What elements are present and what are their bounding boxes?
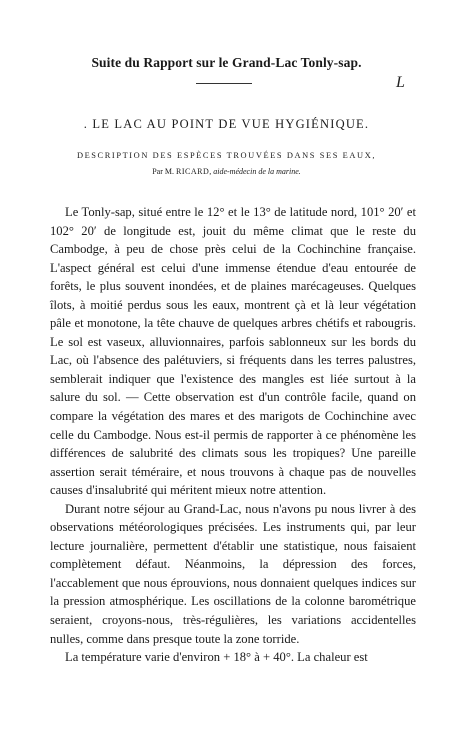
section-subtitle: . LE LAC AU POINT DE VUE HYGIÉNIQUE. <box>83 117 370 131</box>
section-heading: DESCRIPTION DES ESPÈCES TROUVÉES DANS SES EAUX, <box>76 151 377 160</box>
title-divider <box>196 83 252 84</box>
byline-author: RICARD <box>176 167 210 176</box>
byline-role: aide-médecin de la marine. <box>213 167 301 176</box>
byline-prefix: Par M. <box>152 167 174 176</box>
paragraph: Le Tonly-sap, situé entre le 12° et le 13° de latitude nord, 101° 20′ et 102° 20′ de longitude est, jouit du même climat que le reste du Cambodge, à peu de chose près celui de la Cochinchine française. L'aspect général est celui d'une immense étendue d'eau entourée de forêts, le plus souvent inondées, et de plaines marécageuses. Quelques îlots, à moitié perdus sous les eaux, montrent çà et là leur végétation pâle et monotone, la tête chauve de quelques arbres chétifs et rabougris. Le sol est vaseux, alluvionnaires, parfois sablonneux sur les bords du Lac, où l'absence des palétuviers, si fréquents dans les terres palustres, semblerait indiquer que l'existence des mangles est liée surtout à la salure du sol. — Cette observation est d'un contrôle facile, quand on compare la végétation des mares et des marigots de Cochinchine avec celle du Cambodge. Nous est-il permis de rapporter à ce phénomène les différences de salubrité des climats sous les tropiques? Une pareille assertion serait téméraire, et nous trouvons à chaque pas de nouvelles causes d'insalubrité qui méritent mieux notre attention. <box>50 205 416 498</box>
page-title: Suite du Rapport sur le Grand-Lac Tonly-sap. <box>91 55 362 70</box>
handwritten-margin-mark: L <box>396 74 405 91</box>
paragraph: La température varie d'environ + 18° à + 40°. La chaleur est <box>65 650 368 665</box>
body-text <box>50 203 416 667</box>
author-byline: Par M. RICARD, aide-médecin de la marine. <box>152 167 301 176</box>
paragraph: Durant notre séjour au Grand-Lac, nous n'avons pu nous livrer à des observations météorologiques précisées. Les instruments qui, par leur lecture journalière, permettent d'établir une statistique, nous faisaient complètement défaut. Néanmoins, la dépression des forces, l'accablement que nous éprouvions, nous donnaient quelques indices sur la pression atmosphérique. Les oscillations de la colonne barométrique seraient, croyons-nous, très-régulières, les variations accidentelles nulles, comme dans presque toute la zone torride. <box>50 501 416 646</box>
